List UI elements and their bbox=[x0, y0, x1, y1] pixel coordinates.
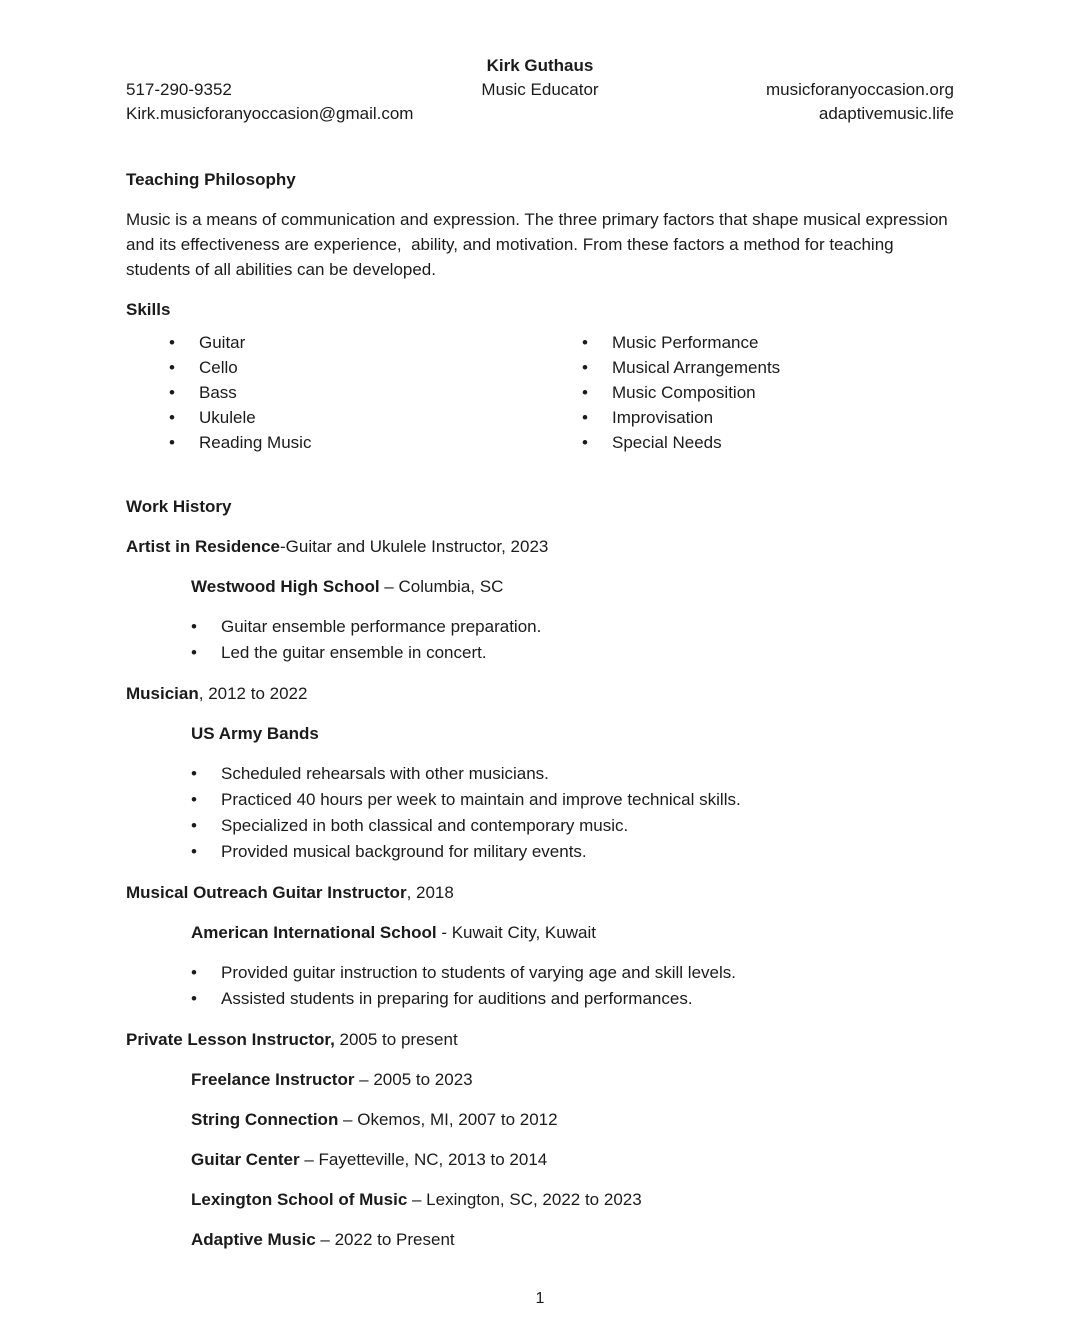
header-spacer bbox=[481, 102, 598, 126]
org-line bbox=[191, 721, 954, 746]
job-title-line bbox=[126, 880, 954, 905]
job-bullet: • Assisted students in preparing for auditions and performances. bbox=[126, 986, 954, 1012]
job-title: Private Lesson Instructor, bbox=[126, 1030, 335, 1049]
org-name: String Connection bbox=[191, 1110, 339, 1129]
job-title: Musician bbox=[126, 684, 199, 703]
work-history-heading: Work History bbox=[126, 497, 232, 516]
job-bullet: • Scheduled rehearsals with other musicians. bbox=[126, 761, 954, 787]
org-name: Adaptive Music bbox=[191, 1230, 316, 1249]
org-detail: – Columbia, SC bbox=[379, 577, 504, 596]
org-line bbox=[191, 1227, 954, 1252]
org-line bbox=[191, 574, 954, 599]
job-title-line bbox=[126, 1027, 954, 1052]
job-bullet: • Practiced 40 hours per week to maintain and improve technical skills. bbox=[126, 787, 954, 813]
website-secondary: adaptivemusic.life bbox=[818, 104, 954, 123]
org-name: American International School bbox=[191, 923, 437, 942]
skill-item: • Bass bbox=[126, 380, 539, 405]
email-address: Kirk.musicforanyoccasion@gmail.com bbox=[126, 104, 414, 123]
job-bullet: • Provided guitar instruction to students of varying age and skill levels. bbox=[126, 960, 954, 986]
skill-item: • Music Performance bbox=[539, 330, 954, 355]
skill-item: • Reading Music bbox=[126, 430, 539, 455]
website-primary: musicforanyoccasion.org bbox=[765, 80, 954, 99]
skills-left-column bbox=[126, 330, 539, 455]
org-detail: – Fayetteville, NC, 2013 to 2014 bbox=[299, 1150, 548, 1169]
job-entry bbox=[126, 534, 954, 666]
job-bullet: • Guitar ensemble performance preparation. bbox=[126, 614, 954, 640]
org-detail: - Kuwait City, Kuwait bbox=[436, 923, 596, 942]
role-title: Music Educator bbox=[481, 80, 599, 99]
job-title-detail: -Guitar and Ukulele Instructor, 2023 bbox=[280, 537, 549, 556]
job-bullet: • Specialized in both classical and contemporary music. bbox=[126, 813, 954, 839]
org-name: Freelance Instructor bbox=[191, 1070, 355, 1089]
org-line bbox=[191, 1147, 954, 1172]
org-detail: – 2022 to Present bbox=[315, 1230, 455, 1249]
job-title-detail: 2005 to present bbox=[334, 1030, 458, 1049]
philosophy-text: Music is a means of communication and expression. The three primary factors that shape musical expression and its effectiveness are experience, ability, and motivation. From these factors a method for teaching students of all abilities can be developed. bbox=[126, 210, 953, 279]
skill-item: • Musical Arrangements bbox=[539, 355, 954, 380]
phone-number: 517-290-9352 bbox=[126, 80, 232, 99]
skills-columns bbox=[126, 330, 954, 455]
org-detail: – 2005 to 2023 bbox=[354, 1070, 473, 1089]
skill-item: • Guitar bbox=[126, 330, 539, 355]
job-bullet: • Provided musical background for military events. bbox=[126, 839, 954, 865]
skill-item: • Cello bbox=[126, 355, 539, 380]
header-spacer bbox=[599, 54, 954, 78]
job-title-line bbox=[126, 534, 954, 559]
job-title: Artist in Residence bbox=[126, 537, 280, 556]
skills-right-column bbox=[539, 330, 954, 455]
job-entry bbox=[126, 880, 954, 1012]
job-entry bbox=[126, 1027, 954, 1252]
org-name: Westwood High School bbox=[191, 577, 380, 596]
philosophy-heading: Teaching Philosophy bbox=[126, 170, 296, 189]
org-name: US Army Bands bbox=[191, 724, 319, 743]
job-bullet-list bbox=[126, 960, 954, 1012]
skill-item: • Music Composition bbox=[539, 380, 954, 405]
job-entry bbox=[126, 681, 954, 865]
job-title-detail: , 2018 bbox=[406, 883, 454, 902]
resume-name: Kirk Guthaus bbox=[486, 56, 594, 75]
header-spacer bbox=[126, 54, 481, 78]
job-bullet-list bbox=[126, 614, 954, 666]
job-bullet-list bbox=[126, 761, 954, 865]
job-title-detail: , 2012 to 2022 bbox=[198, 684, 308, 703]
header-section bbox=[126, 54, 954, 126]
job-title-line bbox=[126, 681, 954, 706]
skills-heading: Skills bbox=[126, 300, 171, 319]
skill-item: • Ukulele bbox=[126, 405, 539, 430]
job-bullet: • Led the guitar ensemble in concert. bbox=[126, 640, 954, 666]
org-name: Lexington School of Music bbox=[191, 1190, 408, 1209]
org-line bbox=[191, 1107, 954, 1132]
skill-item: • Special Needs bbox=[539, 430, 954, 455]
org-line bbox=[191, 1067, 954, 1092]
org-line bbox=[191, 1187, 954, 1212]
skill-item: • Improvisation bbox=[539, 405, 954, 430]
page-number: 1 bbox=[535, 1290, 545, 1307]
job-title: Musical Outreach Guitar Instructor bbox=[126, 883, 407, 902]
org-line bbox=[191, 920, 954, 945]
org-name: Guitar Center bbox=[191, 1150, 300, 1169]
org-detail: – Lexington, SC, 2022 to 2023 bbox=[407, 1190, 642, 1209]
org-detail: – Okemos, MI, 2007 to 2012 bbox=[338, 1110, 558, 1129]
